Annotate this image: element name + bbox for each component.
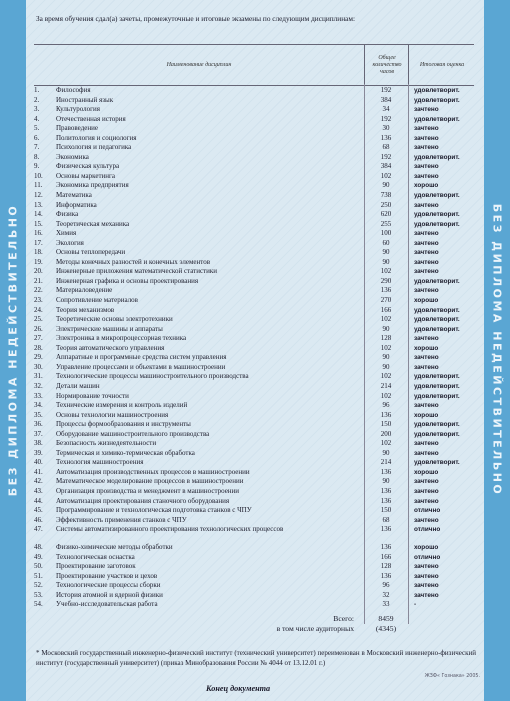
hours-value: 270: [380, 296, 392, 305]
row-number: 20.: [34, 267, 43, 276]
row-number: 37.: [34, 429, 43, 438]
discipline-name: Основы маркетинга: [56, 171, 116, 180]
hours-value: 620: [380, 210, 392, 219]
row-number: 6.: [34, 133, 40, 142]
hours-value: 150: [380, 506, 392, 515]
hours-value: 102: [380, 391, 392, 400]
table-row: [34, 600, 474, 610]
discipline-name: Теоретические основы электротехники: [56, 315, 173, 324]
grade-value: удовлетворит.: [414, 373, 460, 381]
discipline-name: Сопротивление материалов: [56, 296, 138, 305]
discipline-name: Технические измерения и контроль изделий: [56, 401, 188, 410]
discipline-name: Правоведение: [56, 124, 98, 133]
discipline-name: Нормирование точности: [56, 391, 129, 400]
hours-value: 136: [380, 543, 392, 552]
row-number: 25.: [34, 315, 43, 324]
hours-value: 200: [380, 429, 392, 438]
grade-value: удовлетворит.: [414, 192, 460, 200]
print-mark: ЖЗФ« Гознака» 2005.: [424, 674, 480, 679]
transcript-sheet: [26, 0, 484, 701]
table-row: [34, 201, 474, 211]
hours-value: 90: [382, 477, 390, 486]
discipline-name: Теория автоматического управления: [56, 343, 165, 352]
row-number: 38.: [34, 439, 43, 448]
hours-value: 90: [382, 248, 390, 257]
discipline-name: Основы технологии машиностроения: [56, 410, 169, 419]
row-number: 43.: [34, 486, 43, 495]
discipline-name: Экология: [56, 238, 84, 247]
table-row: [34, 430, 474, 440]
grade-value: удовлетворит.: [414, 115, 460, 123]
row-number: 18.: [34, 248, 43, 257]
row-number: 11.: [34, 181, 43, 190]
hours-value: 192: [380, 86, 392, 94]
row-number: 17.: [34, 238, 43, 247]
grade-value: хорошо: [414, 297, 439, 305]
hours-value: 192: [380, 152, 392, 161]
row-number: 33.: [34, 391, 43, 400]
table-row: [34, 143, 474, 153]
discipline-name: Психология и педагогика: [56, 143, 132, 152]
table-row: [34, 477, 474, 487]
grade-value: зачтено: [414, 239, 439, 247]
row-number: 23.: [34, 296, 43, 305]
right-strip-text: БЕЗ ДИПЛОМА НЕДЕЙСТВИТЕЛЬНО: [490, 203, 504, 497]
table-row: [34, 96, 474, 106]
grade-value: удовлетворит.: [414, 96, 460, 104]
right-security-strip: [484, 0, 510, 701]
discipline-name: Технологические процессы сборки: [56, 581, 161, 590]
table-row: [34, 497, 474, 507]
grade-value: отлично: [414, 553, 441, 561]
table-row: [34, 172, 474, 182]
row-number: 32.: [34, 381, 43, 390]
grade-value: зачтено: [414, 354, 439, 362]
grade-value: удовлетворит.: [414, 421, 460, 429]
row-number: 51.: [34, 571, 43, 580]
table-row: [34, 153, 474, 163]
hours-value: 30: [382, 124, 390, 133]
table-row: [34, 162, 474, 172]
row-number: 22.: [34, 286, 43, 295]
grade-value: удовлетворит.: [414, 211, 460, 219]
row-number: 1.: [34, 86, 40, 94]
row-number: 2.: [34, 95, 40, 104]
grade-value: хорошо: [414, 344, 439, 352]
discipline-name: Технология машиностроения: [56, 458, 144, 467]
row-number: 31.: [34, 372, 43, 381]
row-number: 34.: [34, 401, 43, 410]
table-row: [34, 248, 474, 258]
column-header-name: Наименование дисциплин: [166, 61, 232, 68]
row-number: 28.: [34, 343, 43, 352]
grade-value: зачтено: [414, 172, 439, 180]
hours-value: 136: [380, 525, 392, 534]
discipline-name: Детали машин: [56, 381, 100, 390]
discipline-name: Математика: [56, 191, 92, 200]
grade-value: зачтено: [414, 287, 439, 295]
discipline-name: Философия: [56, 86, 91, 94]
table-row: [34, 468, 474, 478]
hours-value: 384: [380, 95, 392, 104]
hours-value: 128: [380, 562, 392, 571]
hours-value: 255: [380, 219, 392, 228]
hours-value: 150: [380, 420, 392, 429]
discipline-name: Политология и социология: [56, 133, 137, 142]
discipline-name: Теория механизмов: [56, 305, 115, 314]
hours-value: 214: [380, 381, 392, 390]
discipline-name: Электрические машины и аппараты: [56, 324, 163, 333]
table-row: [34, 458, 474, 468]
table-row: [34, 229, 474, 239]
grade-value: зачтено: [414, 563, 439, 571]
table-header: [34, 44, 474, 86]
grade-value: удовлетворит.: [414, 392, 460, 400]
discipline-name: Теоретическая механика: [56, 219, 130, 228]
row-number: 24.: [34, 305, 43, 314]
discipline-name: Информатика: [56, 200, 97, 209]
grade-value: хорошо: [414, 468, 439, 476]
row-number: 10.: [34, 171, 43, 180]
row-number: 42.: [34, 477, 43, 486]
table-row: [34, 372, 474, 382]
grade-value: удовлетворит.: [414, 382, 460, 390]
table-row: [34, 277, 474, 287]
grade-value: зачтено: [414, 487, 439, 495]
table-row: [34, 553, 474, 563]
discipline-name: Технологическая оснастка: [56, 552, 135, 561]
row-number: 54.: [34, 600, 43, 609]
hours-value: 136: [380, 496, 392, 505]
grade-value: зачтено: [414, 363, 439, 371]
hours-value: 68: [382, 143, 390, 152]
grade-value: зачтено: [414, 258, 439, 266]
row-number: 48.: [34, 543, 43, 552]
hours-value: 136: [380, 410, 392, 419]
hours-value: 90: [382, 324, 390, 333]
disciplines-table: [34, 86, 474, 610]
table-row: [34, 506, 474, 516]
row-number: 16.: [34, 229, 43, 238]
grade-value: удовлетворит.: [414, 153, 460, 161]
discipline-name: Безопасность жизнедеятельности: [56, 439, 157, 448]
column-header-hours: Общее количество часов: [364, 45, 409, 85]
table-row: [34, 134, 474, 144]
row-number: 53.: [34, 590, 43, 599]
grade-value: зачтено: [414, 230, 439, 238]
hours-value: 250: [380, 200, 392, 209]
hours-value: 136: [380, 286, 392, 295]
discipline-name: Учебно-исследовательская работа: [56, 600, 158, 609]
row-number: 7.: [34, 143, 40, 152]
discipline-name: Инженерные приложения математической статистики: [56, 267, 218, 276]
grade-value: зачтено: [414, 402, 439, 410]
discipline-name: Проектирование заготовок: [56, 562, 136, 571]
table-row: [34, 543, 474, 553]
table-row: [34, 239, 474, 249]
discipline-name: Технологические процессы машиностроительного производства: [56, 372, 249, 381]
hours-value: 102: [380, 267, 392, 276]
grade-value: удовлетворит.: [414, 277, 460, 285]
row-number: 35.: [34, 410, 43, 419]
grade-value: зачтено: [414, 134, 439, 142]
discipline-name: Основы теплопередачи: [56, 248, 126, 257]
grade-value: отлично: [414, 507, 441, 515]
hours-value: 136: [380, 571, 392, 580]
discipline-name: Физика: [56, 210, 79, 219]
grade-value: удовлетворит.: [414, 220, 460, 228]
table-row: [34, 105, 474, 115]
hours-value: 34: [382, 105, 390, 114]
grade-value: зачтено: [414, 201, 439, 209]
discipline-name: Термическая и химико-термическая обработка: [56, 448, 195, 457]
hours-value: 384: [380, 162, 392, 171]
discipline-name: Экономика предприятия: [56, 181, 129, 190]
hours-value: 90: [382, 448, 390, 457]
table-row: [34, 191, 474, 201]
grade-value: удовлетворит.: [414, 316, 460, 324]
column-header-grade: Итоговая оценка: [408, 45, 475, 85]
total-value: 8459: [378, 614, 394, 623]
discipline-name: Организация производства и менеджмент в машиностроении: [56, 486, 240, 495]
hours-value: 90: [382, 181, 390, 190]
total-label: Всего:: [333, 614, 354, 623]
hours-value: 102: [380, 372, 392, 381]
discipline-name: Методы конечных разностей и конечных элементов: [56, 257, 210, 266]
grade-value: зачтено: [414, 582, 439, 590]
table-row: [34, 86, 474, 96]
discipline-name: Проектирование участков и цехов: [56, 571, 158, 580]
grade-value: удовлетворит.: [414, 430, 460, 438]
grade-value: зачтено: [414, 144, 439, 152]
grade-value: зачтено: [414, 163, 439, 171]
row-number: 50.: [34, 562, 43, 571]
hours-value: 136: [380, 133, 392, 142]
row-number: 14.: [34, 210, 43, 219]
row-number: 9.: [34, 162, 40, 171]
grade-value: зачтено: [414, 449, 439, 457]
row-number: 8.: [34, 152, 40, 161]
discipline-name: Автоматизация проектирования станочного оборудования: [56, 496, 230, 505]
table-row: [34, 411, 474, 421]
discipline-name: Материаловедение: [56, 286, 113, 295]
table-row: [34, 516, 474, 526]
grade-value: зачтено: [414, 478, 439, 486]
table-row: [34, 487, 474, 497]
hours-value: 102: [380, 315, 392, 324]
table-row: [34, 220, 474, 230]
table-row: [34, 420, 474, 430]
hours-value: 32: [382, 590, 390, 599]
grade-value: хорошо: [414, 411, 439, 419]
hours-value: 102: [380, 171, 392, 180]
hours-value: 90: [382, 362, 390, 371]
hours-value: 100: [380, 229, 392, 238]
footnote: * Московский государственный инженерно-физический институт (технический университет) переименован в Московский инженерно-физический институт (государственный университет) (приказ Минобразования России № 4044 от 13.12.01 г.): [36, 649, 476, 667]
discipline-name: Отечественная история: [56, 114, 126, 123]
table-row: [34, 315, 474, 325]
row-number: 27.: [34, 334, 43, 343]
table-row: [34, 572, 474, 582]
table-row: [34, 334, 474, 344]
grade-value: -: [414, 601, 417, 609]
row-number: 19.: [34, 257, 43, 266]
hours-value: 68: [382, 515, 390, 524]
row-number: 26.: [34, 324, 43, 333]
table-row: [34, 267, 474, 277]
header-note: За время обучения сдал(а) зачеты, промежуточные и итоговые экзамены по следующим дисциплинам:: [36, 14, 355, 23]
discipline-name: Программирование и технологическая подготовка станков с ЧПУ: [56, 506, 252, 515]
grade-value: удовлетворит.: [414, 306, 460, 314]
discipline-name: История атомной и ядерной физики: [56, 590, 163, 599]
hours-value: 290: [380, 276, 392, 285]
table-row: [34, 401, 474, 411]
discipline-name: Процессы формообразования и инструменты: [56, 420, 191, 429]
grade-value: зачтено: [414, 125, 439, 133]
hours-value: 60: [382, 238, 390, 247]
discipline-name: Управление процессами и объектами в машиностроении: [56, 362, 226, 371]
grade-value: зачтено: [414, 572, 439, 580]
hours-value: 166: [380, 305, 392, 314]
discipline-name: Инженерная графика и основы проектирования: [56, 276, 199, 285]
hours-value: 33: [382, 600, 390, 609]
table-row: [34, 296, 474, 306]
hours-value: 102: [380, 343, 392, 352]
hours-value: 214: [380, 458, 392, 467]
table-row: [34, 181, 474, 191]
grade-value: хорошо: [414, 182, 439, 190]
row-number: 47.: [34, 525, 43, 534]
hours-value: 192: [380, 114, 392, 123]
discipline-name: Аппаратные и программные средства систем управления: [56, 353, 227, 362]
table-row: [34, 258, 474, 268]
table-row: [34, 325, 474, 335]
row-number: 36.: [34, 420, 43, 429]
grade-value: зачтено: [414, 516, 439, 524]
hours-value: 136: [380, 486, 392, 495]
discipline-name: Культурология: [56, 105, 100, 114]
grade-value: зачтено: [414, 497, 439, 505]
discipline-name: Оборудование машиностроительного производства: [56, 429, 210, 438]
table-row: [34, 210, 474, 220]
row-number: 21.: [34, 276, 43, 285]
discipline-name: Экономика: [56, 152, 89, 161]
row-number: 5.: [34, 124, 40, 133]
discipline-name: Электроника в микропроцессорная техника: [56, 334, 187, 343]
grade-value: зачтено: [414, 440, 439, 448]
row-number: 3.: [34, 105, 40, 114]
row-number: 44.: [34, 496, 43, 505]
table-row: [34, 591, 474, 601]
grade-value: удовлетворит.: [414, 459, 460, 467]
grade-value: зачтено: [414, 335, 439, 343]
discipline-name: Физико-химические методы обработки: [56, 543, 173, 552]
row-number: 13.: [34, 200, 43, 209]
hours-value: 136: [380, 467, 392, 476]
row-number: 15.: [34, 219, 43, 228]
table-row: [34, 581, 474, 591]
discipline-name: Химия: [56, 229, 77, 238]
hours-value: 166: [380, 552, 392, 561]
row-number: 30.: [34, 362, 43, 371]
row-number: 39.: [34, 448, 43, 457]
table-row: [34, 286, 474, 296]
discipline-name: Физическая культура: [56, 162, 120, 171]
row-number: 49.: [34, 552, 43, 561]
table-row: [34, 382, 474, 392]
table-row: [34, 115, 474, 125]
hours-value: 96: [382, 581, 390, 590]
end-of-document: Конец документа: [206, 684, 271, 693]
table-row: [34, 392, 474, 402]
table-row: [34, 363, 474, 373]
grade-value: удовлетворит.: [414, 87, 460, 94]
row-number: 12.: [34, 191, 43, 200]
grade-value: отлично: [414, 526, 441, 534]
table-row: [34, 344, 474, 354]
grade-value: хорошо: [414, 544, 439, 552]
grade-value: зачтено: [414, 106, 439, 114]
table-row: [34, 306, 474, 316]
table-row: [34, 124, 474, 134]
grade-value: зачтено: [414, 268, 439, 276]
discipline-name: Автоматизация производственных процессов в машиностроении: [56, 467, 250, 476]
row-number: 29.: [34, 353, 43, 362]
left-security-strip: [0, 0, 26, 701]
table-row: [34, 439, 474, 449]
grade-value: зачтено: [414, 591, 439, 599]
hours-value: 738: [380, 191, 392, 200]
discipline-name: Системы автоматизированного проектирования технологических процессов: [56, 525, 284, 534]
hours-value: 90: [382, 257, 390, 266]
table-row: [34, 525, 474, 543]
row-number: 52.: [34, 581, 43, 590]
row-number: 4.: [34, 114, 40, 123]
hours-value: 96: [382, 401, 390, 410]
hours-value: 128: [380, 334, 392, 343]
table-row: [34, 562, 474, 572]
table-row: [34, 449, 474, 459]
discipline-name: Эффективность применения станков с ЧПУ: [56, 515, 187, 524]
row-number: 46.: [34, 515, 43, 524]
auditorium-label: в том числе аудиторных: [276, 624, 354, 633]
left-strip-text: БЕЗ ДИПЛОМА НЕДЕЙСТВИТЕЛЬНО: [6, 203, 20, 497]
discipline-name: Иностранный язык: [56, 95, 114, 104]
discipline-name: Математическое моделирование процессов в машиностроении: [56, 477, 244, 486]
grade-value: зачтено: [414, 249, 439, 257]
hours-value: 90: [382, 353, 390, 362]
auditorium-value: (4345): [375, 624, 397, 633]
row-number: 45.: [34, 506, 43, 515]
hours-value: 102: [380, 439, 392, 448]
row-number: 41.: [34, 467, 43, 476]
row-number: 40.: [34, 458, 43, 467]
table-row: [34, 353, 474, 363]
grade-value: удовлетворит.: [414, 325, 460, 333]
